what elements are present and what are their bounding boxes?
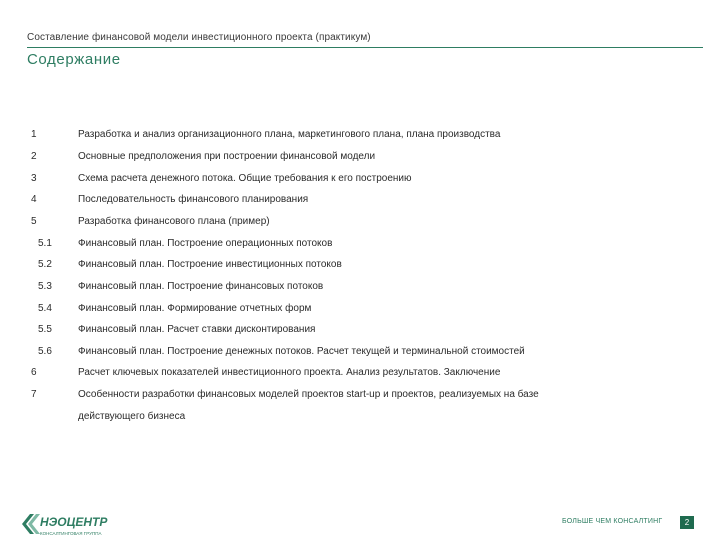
toc-subitem [0,238,720,256]
toc-item-label: Финансовый план. Расчет ставки дисконтирования [78,324,316,335]
toc-item-label: Разработка финансового плана (пример) [78,216,270,227]
toc-item-label: Последовательность финансового планирования [78,194,309,205]
toc-item [0,216,720,234]
header-divider [27,47,703,48]
toc-item-number: 2 [31,151,37,162]
header-title: Составление финансовой модели инвестиционного проекта (практикум) [27,32,371,43]
toc-item-number: 5.1 [38,238,52,249]
toc-item [0,194,720,212]
neocenter-logo [20,510,130,538]
toc-item-number: 5.2 [38,259,52,270]
toc-item [0,389,720,407]
toc-item-label: Расчет ключевых показателей инвестиционного проекта. Анализ результатов. Заключение [78,367,501,378]
toc-subitem [0,303,720,321]
page-number-badge: 2 [680,516,694,529]
toc-item-label: Финансовый план. Построение финансовых потоков [78,281,324,292]
toc-item-number: 5 [31,216,37,227]
toc-item-label: действующего бизнеса [78,411,186,422]
toc-item-number: 6 [31,367,37,378]
toc-item-number: 7 [31,389,37,400]
toc-item-label: Разработка и анализ организационного плана, маркетингового плана, плана производства [78,129,501,140]
toc-item [0,367,720,385]
page-title: Содержание [27,51,121,68]
toc-item-label: Финансовый план. Формирование отчетных форм [78,303,312,314]
toc-subitem [0,281,720,299]
toc-subitem [0,346,720,364]
toc-item [0,129,720,147]
toc-item-number: 5.6 [38,346,52,357]
company-slogan: БОЛЬШЕ ЧЕМ КОНСАЛТИНГ [562,518,663,525]
toc-item-number: 4 [31,194,37,205]
toc-item-continuation [0,411,720,429]
toc-item-label: Основные предположения при построении финансовой модели [78,151,376,162]
toc-item [0,151,720,169]
toc-item-number: 5.3 [38,281,52,292]
toc-subitem [0,259,720,277]
logo-subtext: КОНСАЛТИНГОВАЯ ГРУППА [40,531,102,536]
logo-mark-icon [22,514,40,534]
toc-item-label: Финансовый план. Построение денежных потоков. Расчет текущей и терминальной стоимостей [78,346,525,357]
toc-item-label: Схема расчета денежного потока. Общие требования к его построению [78,173,412,184]
toc-item-number: 5.4 [38,303,52,314]
logo-text: НЭОЦЕНТР [40,515,108,529]
toc-item [0,173,720,191]
toc-item-number: 3 [31,173,37,184]
toc-item-label: Особенности разработки финансовых моделей проектов start-up и проектов, реализуемых на базе [78,389,539,400]
toc-item-number: 5.5 [38,324,52,335]
toc-item-number: 1 [31,129,37,140]
toc-item-label: Финансовый план. Построение операционных потоков [78,238,333,249]
toc-subitem [0,324,720,342]
toc-item-label: Финансовый план. Построение инвестиционных потоков [78,259,342,270]
